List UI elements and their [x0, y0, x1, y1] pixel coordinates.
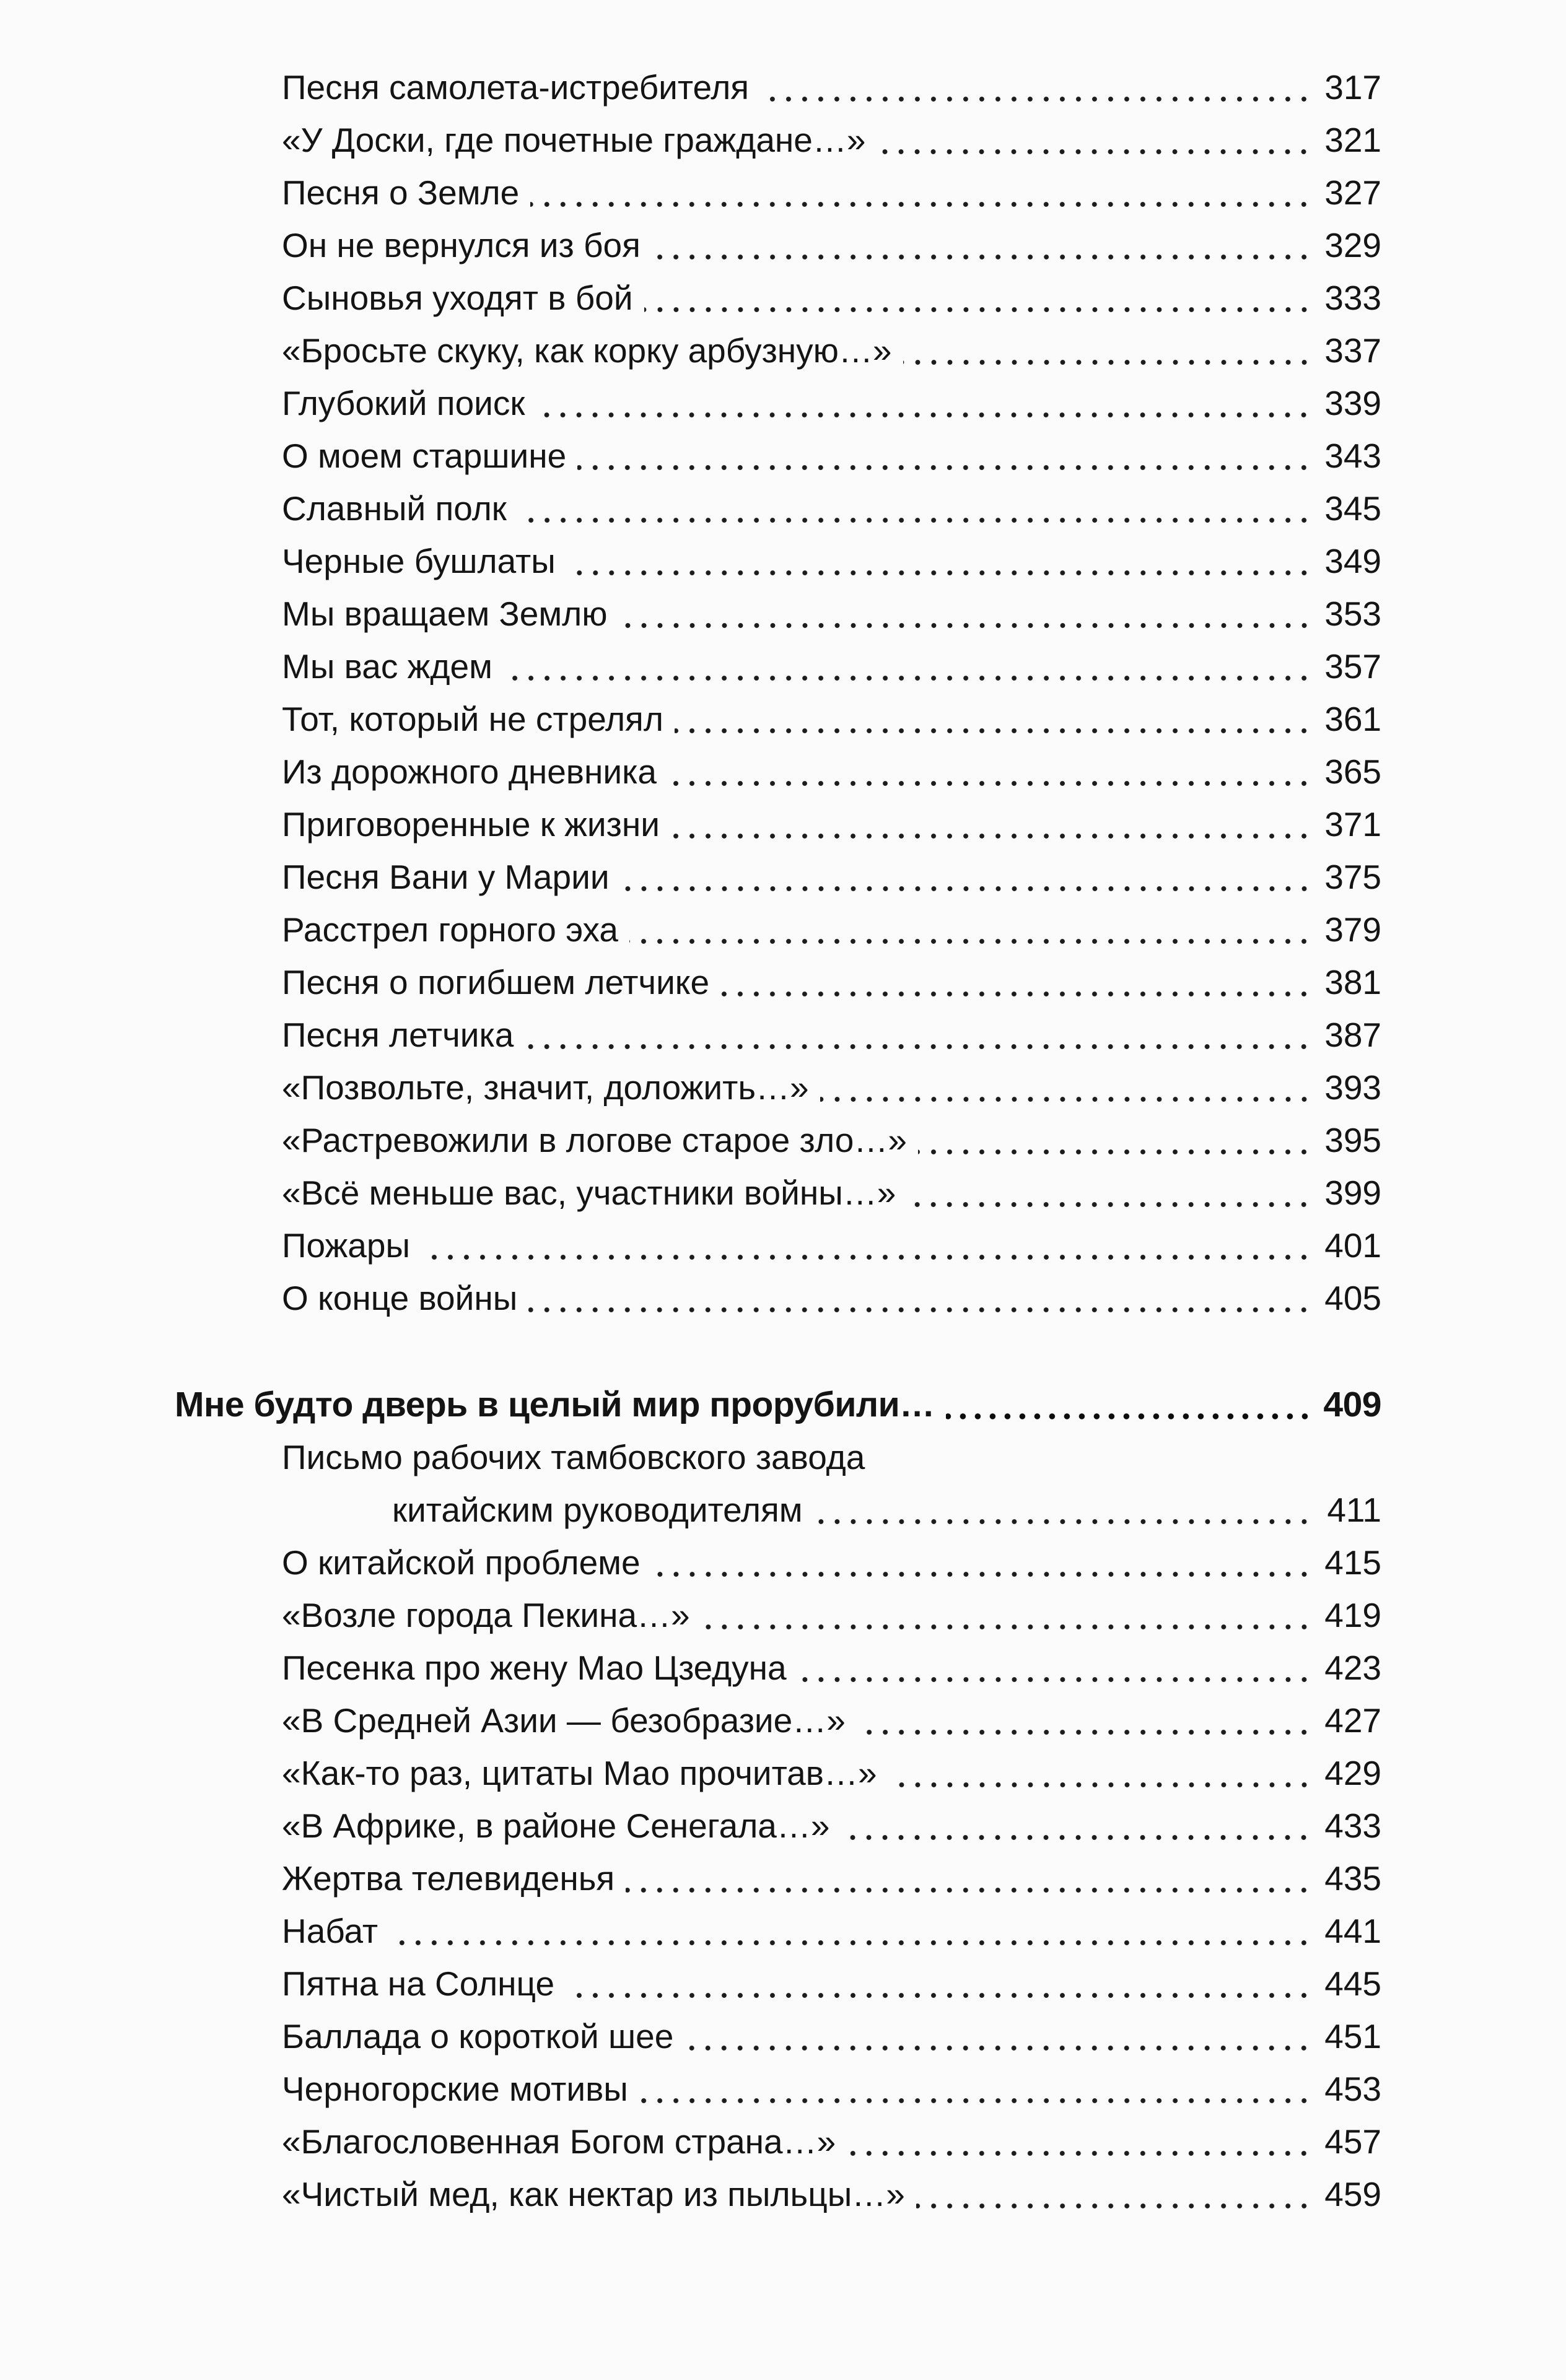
toc-entry-page: 411	[1327, 1491, 1381, 1529]
dot-leader	[814, 1489, 1312, 1530]
toc-entry-title: Набат	[282, 1912, 378, 1950]
toc-entry-title: «Возле города Пекина…»	[282, 1596, 690, 1634]
toc-entry-title: Песня самолета-истребителя	[282, 68, 750, 107]
dot-leader	[903, 330, 1313, 371]
dot-leader	[652, 225, 1312, 266]
toc-entry-page: 459	[1324, 2175, 1381, 2213]
toc-entry	[282, 528, 1381, 582]
toc-entry-page: 429	[1324, 1754, 1381, 1792]
dot-leader	[619, 593, 1312, 634]
dot-leader	[675, 699, 1312, 739]
toc-entry	[282, 160, 1381, 213]
toc-entry-page: 445	[1324, 1964, 1381, 2003]
toc-entry-page: 337	[1324, 331, 1381, 370]
dot-leader	[639, 2068, 1312, 2109]
toc-entry-page: 387	[1324, 1016, 1381, 1054]
toc-entry-title: китайским руководителям	[392, 1491, 803, 1529]
toc-entry-page: 401	[1324, 1226, 1381, 1265]
toc-entry-title: Мы вращаем Землю	[282, 595, 608, 633]
dot-leader	[389, 1911, 1312, 1951]
toc-entry	[282, 2161, 1381, 2215]
dot-leader	[644, 277, 1312, 318]
toc-entry-title: «Бросьте скуку, как корку арбузную…»	[282, 331, 892, 370]
dot-leader	[525, 1014, 1312, 1055]
toc-entry-page: 427	[1324, 1701, 1381, 1740]
toc-entry-title: Письмо рабочих тамбовского завода	[282, 1438, 865, 1476]
toc-entry	[282, 1160, 1381, 1213]
toc-entry	[282, 1055, 1381, 1108]
toc-entry-line-2	[282, 1477, 1381, 1530]
toc-entry-title: Тот, который не стрелял	[282, 700, 663, 738]
toc-entry-page: 393	[1324, 1068, 1381, 1107]
toc-entry-page: 333	[1324, 279, 1381, 317]
toc-entry-page: 375	[1324, 858, 1381, 896]
toc-entry	[282, 265, 1381, 318]
toc-entry	[282, 634, 1381, 687]
dot-leader	[518, 488, 1312, 529]
dot-leader	[918, 1120, 1312, 1161]
dot-leader	[530, 172, 1312, 213]
toc-entry	[282, 581, 1381, 634]
toc-entry-title: «У Доски, где почетные граждане…»	[282, 121, 866, 159]
toc-entry	[282, 318, 1381, 371]
toc-entry-line-1	[282, 1424, 1381, 1478]
toc-entry-page: 329	[1324, 226, 1381, 264]
dot-leader	[760, 67, 1312, 108]
toc-entry-title: Сыновья уходят в бой	[282, 279, 633, 317]
toc-entry	[282, 897, 1381, 950]
dot-leader	[685, 2016, 1312, 2057]
toc-entry	[282, 370, 1381, 424]
toc-entry-title: Жертва телевиденья	[282, 1859, 615, 1898]
dot-leader	[820, 1067, 1312, 1108]
toc-entry-page: 343	[1324, 437, 1381, 475]
toc-entry	[282, 739, 1381, 792]
toc-entry-page: 395	[1324, 1121, 1381, 1159]
dot-leader	[907, 1172, 1312, 1213]
toc-entry	[282, 476, 1381, 529]
toc-entry-page: 345	[1324, 489, 1381, 528]
toc-entry-title: Черные бушлаты	[282, 542, 556, 580]
dot-leader	[841, 1805, 1312, 1846]
toc-entry-title: Из дорожного дневника	[282, 752, 657, 791]
dot-leader	[671, 804, 1312, 845]
toc-entry-title: Пятна на Солнце	[282, 1964, 555, 2003]
toc-entry-title: Мы вас ждем	[282, 647, 492, 686]
toc-entry-page: 381	[1324, 963, 1381, 1001]
toc-entry-page: 405	[1324, 1279, 1381, 1317]
toc-entry	[282, 54, 1381, 108]
toc-entry-page: 317	[1324, 68, 1381, 107]
toc-entry-title: Приговоренные к жизни	[282, 805, 660, 843]
toc-entry-title: О китайской проблеме	[282, 1543, 641, 1582]
toc-entry-page: 321	[1324, 121, 1381, 159]
dot-leader	[857, 1700, 1312, 1741]
toc-entry	[282, 949, 1381, 1003]
toc-entry-page: 339	[1324, 384, 1381, 422]
toc-entry-title: Славный полк	[282, 489, 507, 528]
toc-entry	[282, 423, 1381, 476]
toc-entry-page: 453	[1324, 2070, 1381, 2108]
toc-entry-page: 415	[1324, 1543, 1381, 1582]
dot-leader	[847, 2121, 1312, 2162]
toc-entry-page: 379	[1324, 910, 1381, 949]
toc-entry-title: Песенка про жену Мао Цзедуна	[282, 1649, 787, 1687]
toc-entry-title: Черногорские мотивы	[282, 2070, 628, 2108]
toc-entry	[282, 2109, 1381, 2162]
dot-leader	[668, 751, 1312, 792]
dot-leader	[626, 1858, 1312, 1899]
dot-leader	[621, 857, 1312, 897]
toc-entry	[282, 1793, 1381, 1846]
dot-leader	[798, 1647, 1312, 1688]
toc-entry	[282, 1107, 1381, 1161]
toc-entry-title: Песня летчика	[282, 1016, 514, 1054]
toc-entry-title: Песня о Земле	[282, 173, 520, 212]
dot-leader	[528, 1278, 1312, 1319]
toc-entry	[282, 1740, 1381, 1794]
toc-entry	[282, 1898, 1381, 1951]
toc-entry-title: «Чистый мед, как нектар из пыльцы…»	[282, 2175, 905, 2213]
toc-entry-page: 371	[1324, 805, 1381, 843]
toc-entry-title: О конце войны	[282, 1279, 518, 1317]
dot-leader	[877, 120, 1312, 160]
toc-entry-title: «В Средней Азии — безобразие…»	[282, 1701, 846, 1740]
dot-leader	[577, 435, 1312, 476]
toc-entry-page: 441	[1324, 1912, 1381, 1950]
toc-entry-page: 327	[1324, 173, 1381, 212]
toc-entry	[282, 1635, 1381, 1688]
dot-leader	[946, 1384, 1312, 1425]
toc-entry-page: 435	[1324, 1859, 1381, 1898]
toc-entry	[282, 1265, 1381, 1319]
toc-entry-page: 361	[1324, 700, 1381, 738]
toc-entry-page: 423	[1324, 1649, 1381, 1687]
toc-entry-title: Песня Вани у Марии	[282, 858, 610, 896]
toc-entry	[282, 2003, 1381, 2057]
toc-entry	[282, 791, 1381, 845]
dot-leader	[504, 646, 1312, 687]
toc-entry	[282, 844, 1381, 897]
dot-leader	[720, 962, 1312, 1003]
toc-entry-title: «В Африке, в районе Сенегала…»	[282, 1807, 830, 1845]
toc-entry-title: «Растревожили в логове старое зло…»	[282, 1121, 907, 1159]
toc-entry-title: Пожары	[282, 1226, 411, 1265]
toc-entry	[282, 1688, 1381, 1741]
toc-entry	[282, 1582, 1381, 1636]
toc-entry-page: 357	[1324, 647, 1381, 686]
toc-entry	[282, 1951, 1381, 2004]
toc-entry	[282, 2056, 1381, 2109]
toc-entry-title: Он не вернулся из боя	[282, 226, 641, 264]
toc-entry-page: 451	[1324, 2017, 1381, 2055]
toc-entry	[282, 1846, 1381, 1899]
dot-leader	[421, 1225, 1312, 1266]
toc-entry-page: 365	[1324, 752, 1381, 791]
toc-entry	[282, 1530, 1381, 1583]
dot-leader	[566, 1963, 1312, 2004]
dot-leader	[701, 1595, 1312, 1636]
toc-entry	[282, 1002, 1381, 1055]
dot-leader	[536, 383, 1312, 424]
dot-leader	[567, 541, 1312, 582]
toc-entry	[282, 1213, 1381, 1266]
toc-entry	[282, 107, 1381, 160]
toc-section-heading	[175, 1372, 1381, 1425]
toc-entry-title: «Всё меньше вас, участники войны…»	[282, 1174, 896, 1212]
toc-entry	[282, 212, 1381, 266]
toc-entry-page: 457	[1324, 2122, 1381, 2161]
toc-entry-page: 419	[1324, 1596, 1381, 1634]
toc-entry-page: 353	[1324, 595, 1381, 633]
dot-leader	[629, 909, 1312, 950]
toc-entry-page: 433	[1324, 1807, 1381, 1845]
dot-leader	[916, 2174, 1312, 2215]
toc-entry-title: «Благословенная Богом страна…»	[282, 2122, 836, 2161]
toc-section-title: Мне будто дверь в целый мир прорубили…	[175, 1385, 935, 1424]
toc-entry-title: Расстрел горного эха	[282, 910, 618, 949]
toc-entry-title: Глубокий поиск	[282, 384, 525, 422]
dot-leader	[652, 1542, 1312, 1583]
toc-entry-page: 349	[1324, 542, 1381, 580]
toc-entry-page: 399	[1324, 1174, 1381, 1212]
toc-entry-title: О моем старшине	[282, 437, 567, 475]
dot-leader	[888, 1753, 1312, 1794]
toc-entry-title: «Позвольте, значит, доложить…»	[282, 1068, 809, 1107]
toc-entry	[282, 686, 1381, 739]
toc-section-page: 409	[1323, 1385, 1381, 1424]
toc-entry-title: Баллада о короткой шее	[282, 2017, 674, 2055]
toc-entry-title: Песня о погибшем летчике	[282, 963, 710, 1001]
toc-entry-title: «Как-то раз, цитаты Мао прочитав…»	[282, 1754, 877, 1792]
